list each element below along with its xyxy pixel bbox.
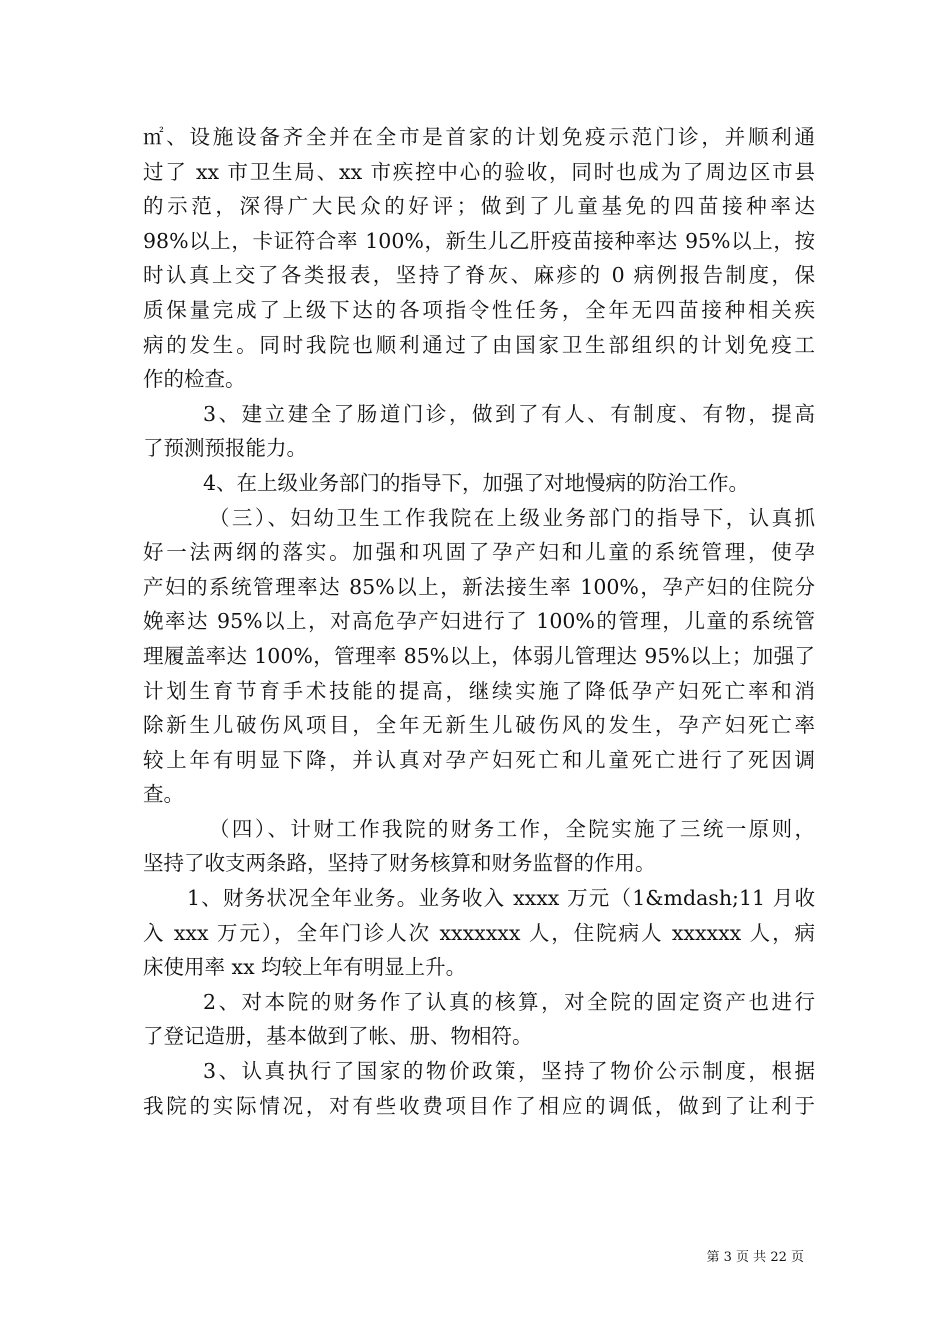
text-line: 过了 xx 市卫生局、xx 市疾控中心的验收，同时也成为了周边区市县 <box>143 159 815 184</box>
text-line: 好一法两纲的落实。加强和巩固了孕产妇和儿童的系统管理，使孕 <box>143 540 815 565</box>
text-line: 2、对本院的财务作了认真的核算，对全院的固定资产也进行 <box>203 989 815 1014</box>
text-line: 1、财务状况全年业务。业务收入 xxxx 万元（1&mdash;11 月收 <box>187 886 815 911</box>
text-line: 时认真上交了各类报表，坚持了脊灰、麻疹的 0 病例报告制度，保 <box>143 263 815 288</box>
text-line: 我院的实际情况，对有些收费项目作了相应的调低，做到了让利于 <box>143 1093 815 1118</box>
text-line: 质保量完成了上级下达的各项指令性任务，全年无四苗接种相关疾 <box>143 297 815 322</box>
text-line: 的示范，深得广大民众的好评；做到了儿童基免的四苗接种率达 <box>143 194 815 219</box>
text-line: 3、认真执行了国家的物价政策，坚持了物价公示制度，根据 <box>203 1059 815 1084</box>
text-line: 坚持了收支两条路，坚持了财务核算和财务监督的作用。 <box>143 851 656 876</box>
text-line: 了预测预报能力。 <box>143 436 307 461</box>
text-line: 98%以上，卡证符合率 100%，新生儿乙肝疫苗接种率达 95%以上，按 <box>143 228 815 253</box>
text-line: （四）、计财工作我院的财务工作，全院实施了三统一原则， <box>209 816 815 841</box>
text-line: 床使用率 xx 均较上年有明显上升。 <box>143 955 467 980</box>
text-line: 产妇的系统管理率达 85%以上，新法接生率 100%，孕产妇的住院分 <box>143 574 815 599</box>
text-line: 了登记造册，基本做到了帐、册、物相符。 <box>143 1024 533 1049</box>
text-line: 娩率达 95%以上，对高危孕产妇进行了 100%的管理，儿童的系统管 <box>143 609 815 634</box>
text-line: 计划生育节育手术技能的提高，继续实施了降低孕产妇死亡率和消 <box>143 678 815 703</box>
text-line: 较上年有明显下降，并认真对孕产妇死亡和儿童死亡进行了死因调 <box>143 747 815 772</box>
text-line: 病的发生。同时我院也顺利通过了由国家卫生部组织的计划免疫工 <box>143 332 815 357</box>
text-line: ㎡、设施设备齐全并在全市是首家的计划免疫示范门诊，并顺利通 <box>143 125 815 149</box>
text-line: 理履盖率达 100%，管理率 85%以上，体弱儿管理达 95%以上；加强了 <box>143 643 815 668</box>
page-number-footer: 第 3 页 共 22 页 <box>706 1250 804 1265</box>
text-line: 3、建立建全了肠道门诊，做到了有人、有制度、有物，提高 <box>203 401 815 426</box>
document-body <box>143 120 815 1123</box>
text-line: 查。 <box>143 782 184 807</box>
text-line: （三）、妇幼卫生工作我院在上级业务部门的指导下，认真抓 <box>209 505 815 530</box>
text-line: 入 xxx 万元），全年门诊人次 xxxxxxx 人，住院病人 xxxxxx 人，病 <box>143 920 815 945</box>
text-line: 作的检查。 <box>143 367 246 392</box>
text-line: 4、在上级业务部门的指导下，加强了对地慢病的防治工作。 <box>203 470 750 495</box>
text-line: 除新生儿破伤风项目，全年无新生儿破伤风的发生，孕产妇死亡率 <box>143 713 815 738</box>
